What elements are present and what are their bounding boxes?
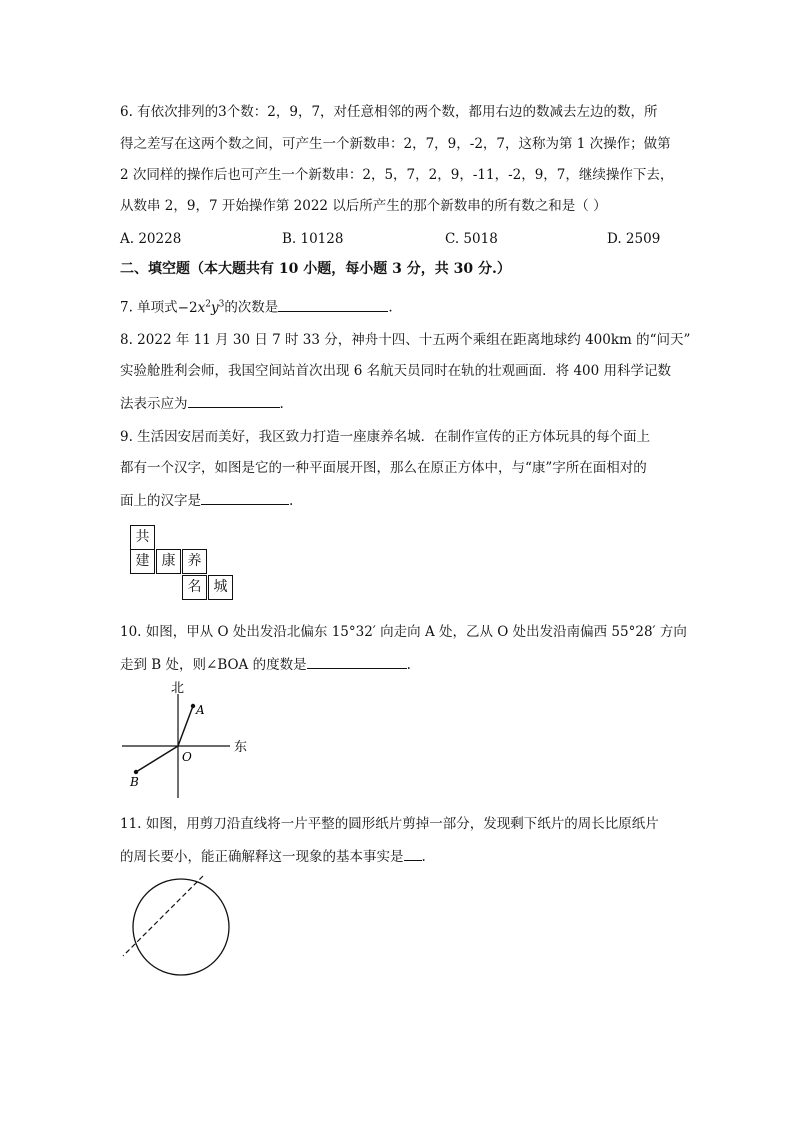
q11-answer-blank[interactable] bbox=[404, 846, 422, 861]
circle-cut-diagram bbox=[115, 870, 245, 985]
q11-end: . bbox=[421, 849, 426, 865]
q7-monomial: $-2x^2y^3$ bbox=[177, 299, 225, 316]
q6-option-a: A. 20228 bbox=[120, 231, 182, 247]
q8-line2: 实验舱胜利会师，我国空间站首次出现 6 名航天员同时在轨的壮观画面．将 400 用科学记数 bbox=[120, 363, 672, 379]
q9-answer-blank[interactable] bbox=[201, 490, 289, 505]
section-2-heading: 二、填空题（本大题共有 10 小题，每小题 3 分，共 30 分.） bbox=[120, 261, 511, 277]
q6-option-b: B. 10128 bbox=[282, 231, 344, 247]
q11-line2 bbox=[120, 846, 426, 866]
q7-suffix: 的次数是 bbox=[224, 299, 279, 316]
net-cell-yang: 养 bbox=[182, 549, 207, 574]
point-a bbox=[191, 704, 195, 708]
q6-line3: 2 次同样的操作后也可产生一个新数串：2，5，7，2，9，-11，-2，9，7，继续操作下去， bbox=[120, 167, 674, 183]
net-cell-jian: 建 bbox=[130, 549, 155, 574]
q11-line1: 11. 如图，用剪刀沿直线将一片平整的圆形纸片剪掉一部分，发现剩下纸片的周长比原纸片 bbox=[120, 816, 659, 832]
q9-line3 bbox=[120, 490, 293, 510]
label-b: B bbox=[130, 775, 139, 789]
q10-line2-prefix: 走到 B 处，则∠BOA 的度数是 bbox=[120, 657, 307, 673]
q9-line2: 都有一个汉字，如图是它的一种平面展开图，那么在原正方体中，与“康”字所在面相对的 bbox=[120, 460, 647, 476]
q10-line2 bbox=[120, 654, 411, 674]
q7-answer-blank[interactable] bbox=[278, 297, 388, 312]
q7-prefix: 7. 单项式 bbox=[120, 299, 178, 316]
q10-end: . bbox=[406, 657, 411, 673]
net-cell-gong: 共 bbox=[130, 525, 155, 550]
q6-line1: 6. 有依次排列的3个数：2，9，7，对任意相邻的两个数，都用右边的数减去左边的数，所 bbox=[120, 104, 658, 120]
q8-answer-blank[interactable] bbox=[188, 393, 280, 408]
label-north: 北 bbox=[171, 681, 185, 696]
ray-oa bbox=[178, 706, 193, 746]
q8-line3 bbox=[120, 393, 284, 413]
cut-line bbox=[123, 876, 203, 956]
q9-line1: 9. 生活因安居而美好，我区致力打造一座康养名城．在制作宣传的正方体玩具的每个面上 bbox=[120, 429, 651, 445]
q7-end: . bbox=[388, 299, 393, 316]
q9-end: . bbox=[289, 493, 294, 509]
q6-line4: 从数串 2，9，7 开始操作第 2022 以后所产生的那个新数串的所有数之和是（ ） bbox=[120, 198, 607, 214]
q10-line1: 10. 如图，甲从 O 处出发沿北偏东 15°32′ 向走向 A 处，乙从 O 处出发沿南偏西 55°28′ 方向 bbox=[120, 624, 687, 640]
direction-diagram bbox=[110, 680, 270, 805]
q6-option-c: C. 5018 bbox=[445, 231, 498, 247]
label-east: 东 bbox=[234, 740, 248, 755]
net-cell-kang: 康 bbox=[156, 549, 181, 574]
q8-end: . bbox=[279, 396, 284, 412]
net-cell-cheng: 城 bbox=[208, 575, 233, 600]
ray-ob bbox=[136, 746, 178, 772]
q8-line3-prefix: 法表示应为 bbox=[120, 396, 188, 412]
label-o: O bbox=[182, 750, 192, 764]
point-b bbox=[134, 770, 138, 774]
net-cell-ming: 名 bbox=[182, 575, 207, 600]
q7-line bbox=[120, 295, 393, 317]
q6-line2: 得之差写在这两个数之间，可产生一个新数串：2，7，9，-2，7，这称为第 1 次操作；做第 bbox=[120, 136, 671, 152]
label-a: A bbox=[196, 703, 205, 717]
q8-line1: 8. 2022 年 11 月 30 日 7 时 33 分，神舟十四、十五两个乘组在距离地球约 400km 的“问天” bbox=[120, 332, 691, 348]
q9-line3-prefix: 面上的汉字是 bbox=[120, 493, 201, 509]
q11-line2-prefix: 的周长要小，能正确解释这一现象的基本事实是 bbox=[120, 849, 404, 865]
paper-circle bbox=[133, 879, 229, 975]
q6-option-d: D. 2509 bbox=[607, 231, 661, 247]
q10-answer-blank[interactable] bbox=[307, 654, 407, 669]
